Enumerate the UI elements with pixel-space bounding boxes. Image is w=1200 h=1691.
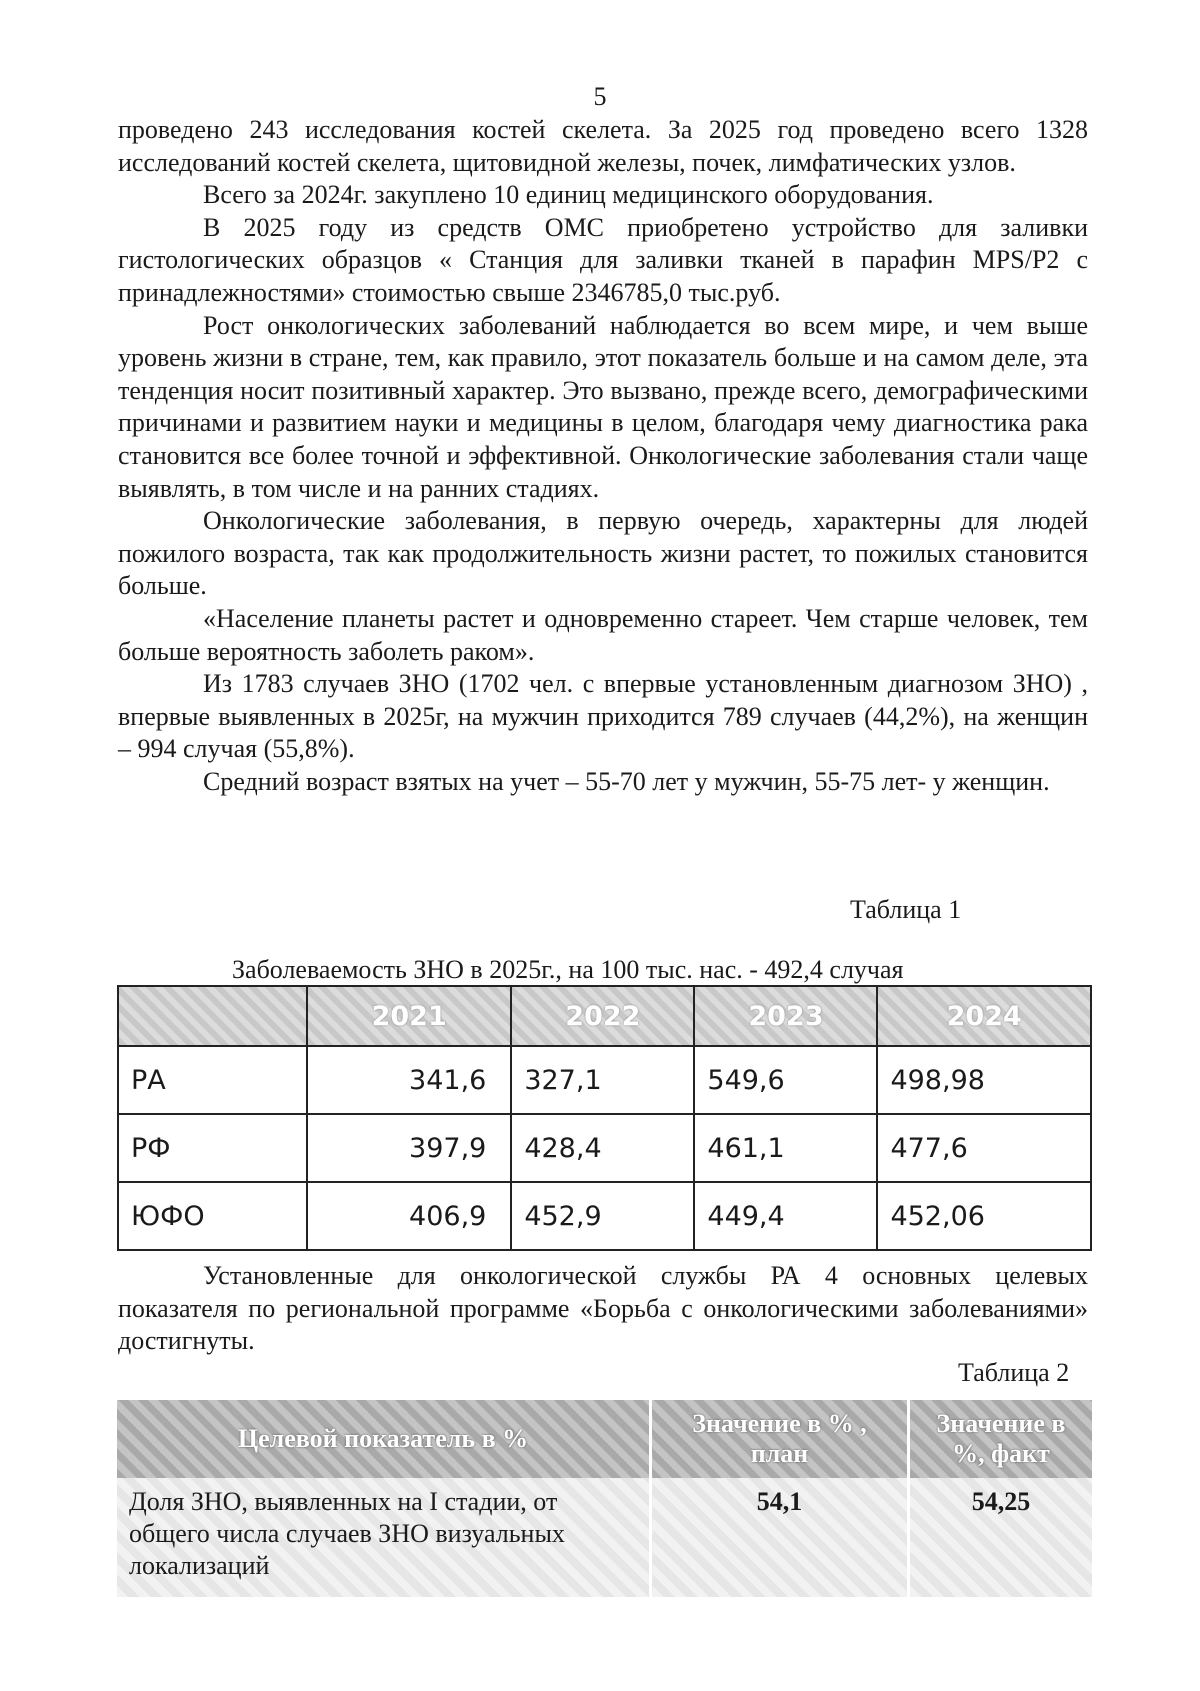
plan-value: 54,1 bbox=[651, 1478, 909, 1597]
target-indicators-table bbox=[117, 1400, 1092, 1597]
row-label: РФ bbox=[118, 1114, 307, 1182]
table-cell: 477,6 bbox=[877, 1114, 1091, 1182]
table-cell: 461,1 bbox=[694, 1114, 877, 1182]
paragraph: Онкологические заболевания, в первую очередь, характерны для людей пожилого возраста, так как продолжительность жизни растет, то пожилых становится больше. bbox=[118, 506, 1088, 601]
table-cell: 341,6 bbox=[307, 1046, 511, 1114]
page-number: 5 bbox=[593, 82, 607, 111]
incidence-table bbox=[117, 985, 1092, 1251]
table-cell: 397,9 bbox=[307, 1114, 511, 1182]
table-row bbox=[118, 1182, 1091, 1250]
paragraph: Средний возраст взятых на учет – 55-70 лет у мужчин, 55-75 лет- у женщин. bbox=[203, 766, 1050, 796]
body-text bbox=[118, 114, 1088, 798]
table-header-cell bbox=[118, 986, 307, 1046]
table-cell: 406,9 bbox=[307, 1182, 511, 1250]
table-header-row bbox=[118, 986, 1091, 1046]
table-cell: 428,4 bbox=[511, 1114, 694, 1182]
table-cell: 549,6 bbox=[694, 1046, 877, 1114]
row-label: РА bbox=[118, 1046, 307, 1114]
table-cell: 449,4 bbox=[694, 1182, 877, 1250]
table-cell: 452,06 bbox=[877, 1182, 1091, 1250]
table-header-cell: Значение в % , план bbox=[651, 1400, 909, 1478]
table-header-cell: 2021 bbox=[307, 986, 511, 1046]
table-header-cell: 2022 bbox=[511, 986, 694, 1046]
table-header-row bbox=[117, 1400, 1092, 1478]
table-cell: 327,1 bbox=[511, 1046, 694, 1114]
row-label: ЮФО bbox=[118, 1182, 307, 1250]
paragraph: В 2025 году из средств ОМС приобретено устройство для заливки гистологических образцов « Станция для заливки тканей в парафин MPS/P2 с принадлежностями» стоимостью свыше 2346785,0 тыс.руб. bbox=[118, 212, 1088, 307]
paragraph: Установленные для онкологической службы РА 4 основных целевых показателя по региональной программе «Борьба с онкологическими заболеваниями» достигнуты. bbox=[118, 1261, 1088, 1356]
body-text-2 bbox=[118, 1260, 1088, 1358]
paragraph: Всего за 2024г. закуплено 10 единиц медицинского оборудования. bbox=[203, 180, 934, 210]
table-cell: 498,98 bbox=[877, 1046, 1091, 1114]
table-header-cell: 2024 bbox=[877, 986, 1091, 1046]
paragraph: Рост онкологических заболеваний наблюдается во всем мире, и чем выше уровень жизни в стране, тем, как правило, этот показатель больше и на самом деле, эта тенденция носит позитивный характер. Это вызвано, прежде всего, демографическими причинами и развитием науки и медицины в целом, благодаря чему диагностика рака становится все более точной и эффективной. Онкологические заболевания стали чаще выявлять, в том числе и на ранних стадиях. bbox=[118, 310, 1088, 503]
table1-caption: Заболеваемость ЗНО в 2025г., на 100 тыс. нас. - 492,4 случая bbox=[232, 955, 904, 984]
paragraph: Из 1783 случаев ЗНО (1702 чел. с впервые установленным диагнозом ЗНО) , впервые выявленных в 2025г, на мужчин приходится 789 случаев (44,2%), на женщин – 994 случая (55,8%). bbox=[118, 669, 1088, 764]
table-header-cell: 2023 bbox=[694, 986, 877, 1046]
table-header-cell: Значение в %, факт bbox=[909, 1400, 1093, 1478]
table-cell: 452,9 bbox=[511, 1182, 694, 1250]
table-row bbox=[118, 1046, 1091, 1114]
paragraph: проведено 243 исследования костей скелета. За 2025 год проведено всего 1328 исследований костей скелета, щитовидной железы, почек, лимфатических узлов. bbox=[118, 115, 1088, 177]
indicator-cell: Доля ЗНО, выявленных на I стадии, от общего числа случаев ЗНО визуальных локализаций bbox=[117, 1478, 651, 1597]
table2-label: Таблица 2 bbox=[958, 1358, 1070, 1387]
table-header-cell: Целевой показатель в % bbox=[117, 1400, 651, 1478]
table1-label: Таблица 1 bbox=[850, 895, 962, 924]
table-row bbox=[118, 1114, 1091, 1182]
table-row bbox=[117, 1478, 1092, 1597]
paragraph: «Население планеты растет и одновременно стареет. Чем старше человек, тем больше вероятность заболеть раком». bbox=[118, 603, 1088, 666]
fact-value: 54,25 bbox=[909, 1478, 1093, 1597]
